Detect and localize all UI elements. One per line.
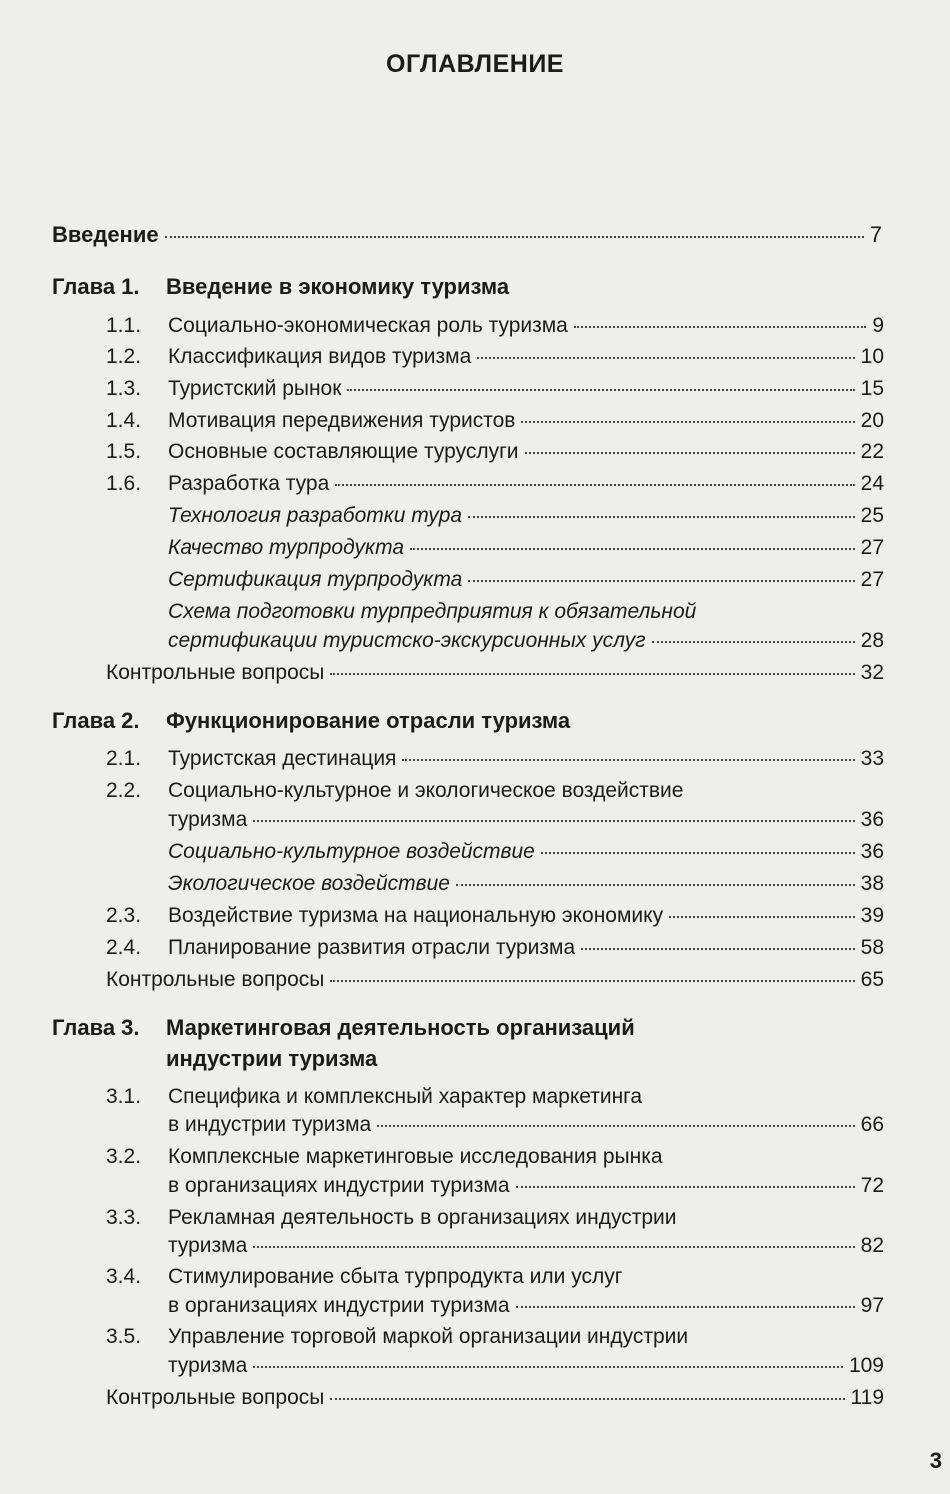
entry-title-line1: Социально-культурное и экологическое воздействие bbox=[168, 779, 684, 802]
entry-title-line2: в организациях индустрии туризма bbox=[168, 1294, 510, 1317]
toc-intro-page: 7 bbox=[869, 222, 882, 247]
toc-entry bbox=[106, 1082, 642, 1112]
toc-control-questions bbox=[106, 658, 884, 688]
leader-dots bbox=[402, 759, 854, 761]
leader-dots bbox=[330, 1398, 844, 1400]
entry-page: 66 bbox=[860, 1113, 884, 1136]
toc-entry-continuation bbox=[168, 1231, 884, 1261]
toc-entry bbox=[106, 437, 884, 467]
control-questions-title: Контрольные вопросы bbox=[106, 1386, 325, 1409]
control-questions-page: 32 bbox=[860, 661, 884, 684]
toc-subentry bbox=[168, 533, 884, 563]
entry-title: Классификация видов туризма bbox=[168, 345, 472, 368]
leader-dots bbox=[253, 820, 854, 822]
entry-page: 10 bbox=[860, 345, 884, 368]
entry-title-line1: Комплексные маркетинговые исследования рынка bbox=[168, 1145, 663, 1168]
entry-page: 72 bbox=[860, 1174, 884, 1197]
leader-dots bbox=[377, 1125, 854, 1127]
toc-entry bbox=[106, 1142, 663, 1172]
entry-number: 1.1. bbox=[106, 314, 142, 337]
entry-title: Планирование развития отрасли туризма bbox=[168, 936, 576, 959]
subentry-title: Сертификация турпродукта bbox=[168, 568, 463, 591]
entry-number: 2.1. bbox=[106, 747, 142, 770]
entry-title-line2: туризма bbox=[168, 1354, 248, 1377]
control-questions-title: Контрольные вопросы bbox=[106, 661, 325, 684]
entry-number: 1.6. bbox=[106, 472, 142, 495]
leader-dots bbox=[253, 1246, 854, 1248]
toc-entry bbox=[106, 1322, 688, 1352]
toc-subentry bbox=[168, 869, 884, 899]
subentry-page: 28 bbox=[860, 629, 884, 652]
entry-number: 1.3. bbox=[106, 377, 142, 400]
entry-number: 1.4. bbox=[106, 409, 142, 432]
entry-title: Туристская дестинация bbox=[168, 747, 397, 770]
toc-entry bbox=[106, 901, 884, 931]
leader-dots bbox=[347, 389, 854, 391]
entry-title-line2: в организациях индустрии туризма bbox=[168, 1174, 510, 1197]
entry-title-line1: Стимулирование сбыта турпродукта или услуг bbox=[168, 1265, 623, 1288]
entry-title: Разработка тура bbox=[168, 472, 330, 495]
toc-entry-continuation bbox=[168, 805, 884, 835]
leader-dots bbox=[330, 980, 854, 982]
entry-page: 33 bbox=[860, 747, 884, 770]
entry-title-line2: туризма bbox=[168, 808, 248, 831]
leader-dots bbox=[541, 852, 855, 854]
toc-intro-title: Введение bbox=[52, 222, 159, 247]
entry-page: 82 bbox=[860, 1234, 884, 1257]
leader-dots bbox=[468, 516, 855, 518]
toc-control-questions bbox=[106, 1383, 884, 1413]
subentry-title-line1: Схема подготовки турпредприятия к обязательной bbox=[168, 600, 697, 623]
subentry-title: Технология разработки тура bbox=[168, 504, 463, 527]
entry-title-line1: Рекламная деятельность в организациях индустрии bbox=[168, 1206, 677, 1229]
entry-number: 3.4. bbox=[106, 1265, 142, 1288]
toc-subentry bbox=[168, 837, 884, 867]
toc-entry bbox=[106, 406, 884, 436]
leader-dots bbox=[669, 916, 855, 918]
leader-dots bbox=[652, 641, 855, 643]
subentry-title-line2: сертификации туристско-экскурсионных услуг bbox=[168, 629, 646, 652]
toc-entry bbox=[106, 374, 884, 404]
toc-entry bbox=[106, 776, 683, 806]
entry-number: 3.5. bbox=[106, 1325, 142, 1348]
toc-entry bbox=[106, 1203, 677, 1233]
subentry-title: Социально-культурное воздействие bbox=[168, 840, 535, 863]
toc-entry bbox=[106, 1262, 622, 1292]
subentry-page: 36 bbox=[860, 840, 884, 863]
entry-number: 2.4. bbox=[106, 936, 142, 959]
subentry-title: Экологическое воздействие bbox=[168, 872, 450, 895]
leader-dots bbox=[253, 1366, 843, 1368]
chapter-title: Маркетинговая деятельность организаций bbox=[166, 1015, 635, 1040]
toc-entry bbox=[106, 342, 884, 372]
entry-page: 9 bbox=[872, 314, 884, 337]
entry-page: 22 bbox=[860, 440, 884, 463]
toc-entry bbox=[106, 311, 884, 341]
chapter-label: Глава 1. bbox=[52, 274, 140, 299]
subentry-page: 25 bbox=[860, 504, 884, 527]
entry-page: 20 bbox=[860, 409, 884, 432]
entry-number: 1.2. bbox=[106, 345, 142, 368]
toc-intro bbox=[52, 220, 882, 250]
entry-number: 3.1. bbox=[106, 1085, 142, 1108]
subentry-title: Качество турпродукта bbox=[168, 536, 405, 559]
entry-title: Социально-экономическая роль туризма bbox=[168, 314, 568, 337]
leader-dots bbox=[516, 1306, 855, 1308]
entry-title: Туристский рынок bbox=[168, 377, 342, 400]
toc-entry-continuation bbox=[168, 1110, 884, 1140]
entry-number: 2.2. bbox=[106, 779, 142, 802]
leader-dots bbox=[330, 673, 854, 675]
entry-page: 97 bbox=[860, 1294, 884, 1317]
entry-number: 2.3. bbox=[106, 904, 142, 927]
subentry-page: 38 bbox=[860, 872, 884, 895]
entry-title-line1: Специфика и комплексный характер маркетинга bbox=[168, 1085, 643, 1108]
chapter-title: Введение в экономику туризма bbox=[166, 274, 510, 299]
subentry-page: 27 bbox=[860, 536, 884, 559]
chapter-label: Глава 2. bbox=[52, 708, 140, 733]
toc-entry-continuation bbox=[168, 1351, 884, 1381]
control-questions-title: Контрольные вопросы bbox=[106, 968, 325, 991]
entry-page: 24 bbox=[860, 472, 884, 495]
entry-title: Воздействие туризма на национальную экономику bbox=[168, 904, 664, 927]
leader-dots bbox=[477, 357, 854, 359]
chapter-heading bbox=[52, 706, 570, 736]
entry-page: 15 bbox=[860, 377, 884, 400]
chapter-title-line2: индустрии туризма bbox=[166, 1046, 378, 1071]
control-questions-page: 119 bbox=[850, 1386, 884, 1409]
chapter-heading bbox=[52, 1013, 635, 1043]
leader-dots bbox=[574, 326, 866, 328]
page-number: 3 bbox=[929, 1448, 942, 1473]
toc-entry-continuation bbox=[168, 1291, 884, 1321]
leader-dots bbox=[456, 884, 855, 886]
leader-dots bbox=[525, 452, 855, 454]
leader-dots bbox=[468, 580, 854, 582]
toc-entry-continuation bbox=[168, 1171, 884, 1201]
leader-dots bbox=[335, 484, 854, 486]
entry-page: 58 bbox=[860, 936, 884, 959]
leader-dots bbox=[516, 1186, 855, 1188]
leader-dots bbox=[165, 236, 864, 238]
entry-title-line2: туризма bbox=[168, 1234, 248, 1257]
entry-number: 3.2. bbox=[106, 1145, 142, 1168]
entry-page: 39 bbox=[860, 904, 884, 927]
entry-title-line2: в индустрии туризма bbox=[168, 1113, 372, 1136]
toc-entry bbox=[106, 744, 884, 774]
subentry-page: 27 bbox=[860, 568, 884, 591]
entry-title: Мотивация передвижения туристов bbox=[168, 409, 516, 432]
entry-title-line1: Управление торговой маркой организации индустрии bbox=[168, 1325, 689, 1348]
control-questions-page: 65 bbox=[860, 968, 884, 991]
toc-entry bbox=[106, 469, 884, 499]
toc-subentry bbox=[168, 565, 884, 595]
toc-control-questions bbox=[106, 965, 884, 995]
entry-number: 1.5. bbox=[106, 440, 142, 463]
page-title: ОГЛАВЛЕНИЕ bbox=[386, 50, 564, 78]
leader-dots bbox=[581, 948, 855, 950]
chapter-title: Функционирование отрасли туризма bbox=[166, 708, 571, 733]
leader-dots bbox=[521, 421, 854, 423]
entry-page: 36 bbox=[860, 808, 884, 831]
entry-number: 3.3. bbox=[106, 1206, 142, 1229]
leader-dots bbox=[410, 548, 855, 550]
toc-subentry bbox=[168, 626, 884, 656]
toc-entry bbox=[106, 933, 884, 963]
chapter-heading bbox=[52, 272, 509, 302]
chapter-label: Глава 3. bbox=[52, 1015, 140, 1040]
toc-subentry bbox=[168, 501, 884, 531]
entry-page: 109 bbox=[848, 1354, 884, 1377]
entry-title: Основные составляющие туруслуги bbox=[168, 440, 519, 463]
